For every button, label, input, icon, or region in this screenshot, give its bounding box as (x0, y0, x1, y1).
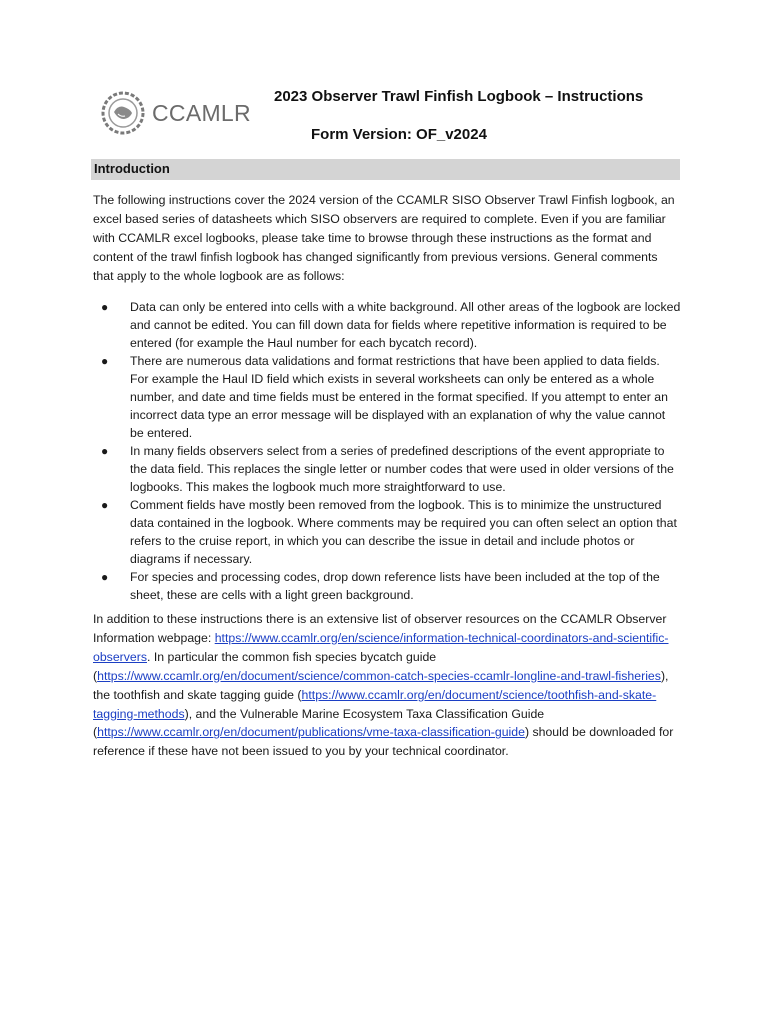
resources-paragraph (93, 610, 681, 761)
bullet-icon: ● (101, 300, 109, 314)
resources-text-5: ) should be downloaded for reference if these have not been issued to you by your technical coordinator. (93, 725, 674, 759)
list-item-text: There are numerous data validations and format restrictions that have been applied to data fields. For example the Haul ID field which exists in several worksheets can only be entered as a whole number, and date and time fields must be entered in the format specified. If you attempt to enter an incorrect data type an error message will be displayed with an explanation of why the value cannot be entered. (130, 354, 668, 440)
intro-paragraph: The following instructions cover the 2024 version of the CCAMLR SISO Observer Trawl Finfish logbook, an excel based series of datasheets which SISO observers are required to complete. Even if you are familiar with CCAMLR excel logbooks, please take time to browse through these instructions as the format and content of the trawl finfish logbook has changed significantly from previous versions. General comments that apply to the whole logbook are as follows: (93, 193, 675, 283)
bullet-icon: ● (101, 570, 109, 584)
bycatch-guide-link[interactable]: https://www.ccamlr.org/en/document/science/common-catch-species-ccamlr-longline-and-trawl-fisheries (97, 668, 661, 683)
resources-text-3: ), the toothfish and skate tagging guide ( (93, 668, 669, 702)
ccamlr-globe-icon (100, 90, 146, 136)
bullet-icon: ● (101, 354, 109, 368)
list-item (93, 568, 681, 604)
list-item-text: Data can only be entered into cells with a white background. All other areas of the logbook are locked and cannot be edited. You can fill down data for fields where repetitive information is required to be entered (for example the Haul number for each bycatch record). (130, 300, 681, 350)
section-header-bar (91, 159, 680, 180)
section-title: Introduction (94, 161, 170, 176)
list-item-text: In many fields observers select from a series of predefined descriptions of the event appropriate to the data field. This replaces the single letter or number codes that were used in older versions of the logbooks. This makes the logbook much more straightforward to use. (130, 444, 674, 494)
form-version: Form Version: OF_v2024 (311, 126, 487, 143)
list-item (93, 298, 681, 352)
bullet-list (93, 298, 681, 604)
list-item-text: Comment fields have mostly been removed from the logbook. This is to minimize the unstructured data contained in the logbook. Where comments may be required you can often select an option that refers to the cruise report, in which you can describe the issue in detail and include photos or diagrams if necessary. (130, 498, 677, 566)
document-title: 2023 Observer Trawl Finfish Logbook – Instructions (274, 88, 644, 105)
list-item (93, 442, 681, 496)
list-item (93, 352, 681, 442)
list-item-text: For species and processing codes, drop down reference lists have been included at the top of the sheet, these are cells with a light green background. (130, 570, 660, 602)
observer-information-link[interactable]: https://www.ccamlr.org/en/science/information-technical-coordinators-and-scientific-observers (93, 630, 669, 664)
logo-text: CCAMLR (152, 99, 251, 126)
resources-text-1: In addition to these instructions there is an extensive list of observer resources on the CCAMLR Observer Information webpage: (93, 612, 667, 645)
tagging-guide-link[interactable]: https://www.ccamlr.org/en/document/science/toothfish-and-skate-tagging-methods (93, 687, 657, 721)
vme-guide-link[interactable]: https://www.ccamlr.org/en/document/publications/vme-taxa-classification-guide (97, 725, 525, 740)
bullet-icon: ● (101, 444, 109, 458)
resources-text-2: . In particular the common fish species bycatch guide ( (93, 649, 437, 683)
resources-text-4: ), and the Vulnerable Marine Ecosystem Taxa Classification Guide ( (93, 706, 545, 740)
list-item (93, 496, 681, 568)
ccamlr-logo (100, 90, 250, 136)
bullet-icon: ● (101, 498, 109, 512)
